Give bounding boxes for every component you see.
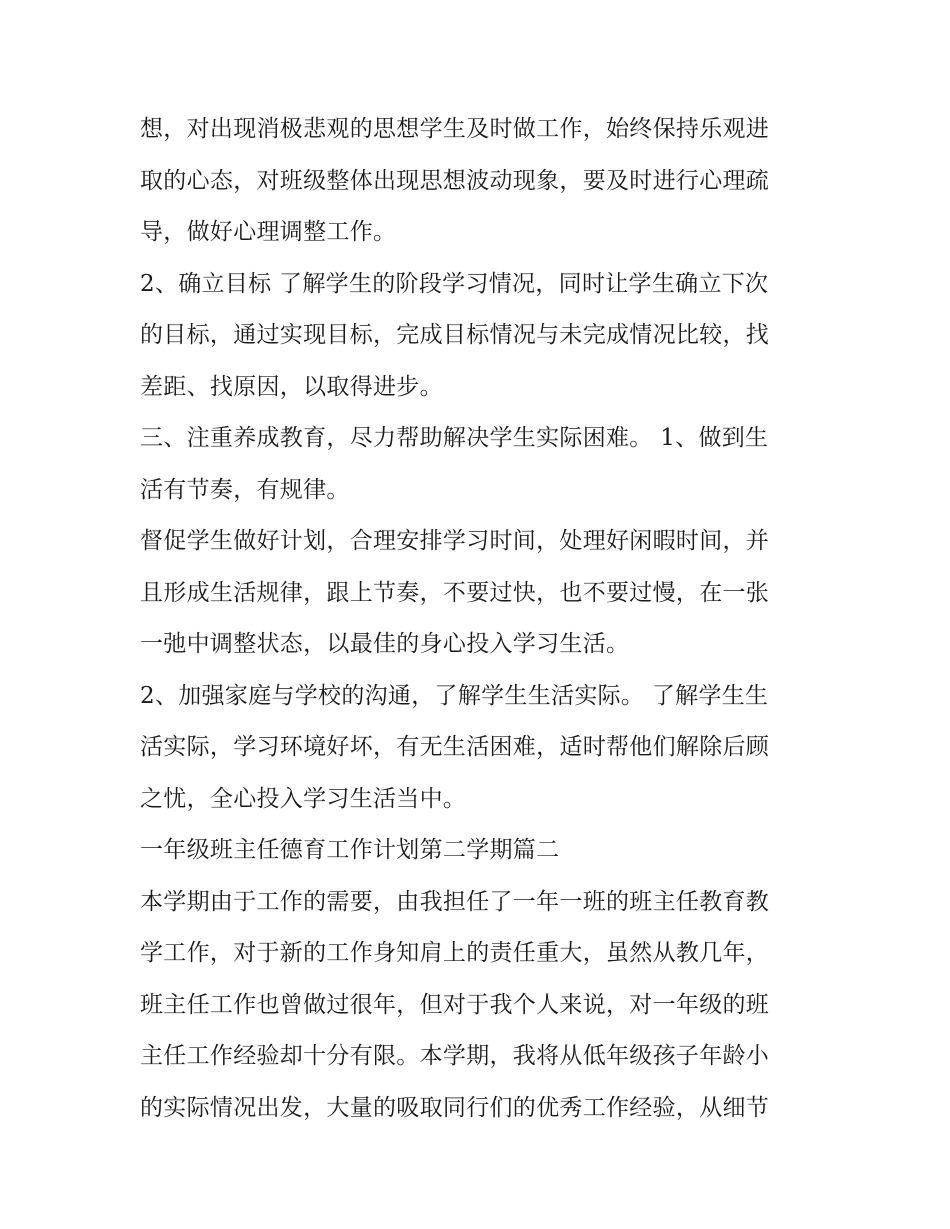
- text-line: 三、注重养成教育，尽力帮助解决学生实际困难。 1、做到生: [140, 425, 769, 451]
- text-line: 活实际，学习环境好坏，有无生活困难，适时帮他们解除后顾: [140, 734, 770, 760]
- text-line: 的实际情况出发，大量的吸取同行们的优秀工作经验，从细节: [140, 1094, 770, 1121]
- text-line: 导，做好心理调整工作。: [140, 219, 397, 245]
- text-line: 取的心态，对班级整体出现思想波动现象，要及时进行心理疏: [140, 167, 770, 194]
- text-line: 本学期由于工作的需要，由我担任了一年一班的班主任教育教: [140, 888, 770, 915]
- text-line: 学工作，对于新的工作身知肩上的责任重大，虽然从教几年，: [140, 940, 770, 966]
- document-body: [140, 104, 820, 1134]
- text-line: 想，对出现消极悲观的思想学生及时做工作，始终保持乐观进: [140, 116, 770, 142]
- text-line: 活有节奏，有规律。: [140, 476, 350, 503]
- text-line: 之忧，全心投入学习生活当中。: [140, 785, 467, 812]
- section-heading: 一年级班主任德育工作计划第二学期篇二: [140, 837, 560, 863]
- text-line: 差距、找原因，以取得进步。: [140, 373, 443, 400]
- text-line: 一弛中调整状态，以最佳的身心投入学习生活。: [140, 631, 630, 657]
- text-line: 的目标，通过实现目标，完成目标情况与未完成情况比较，找: [140, 322, 770, 348]
- text-line: 班主任工作也曾做过很年，但对于我个人来说，对一年级的班: [140, 991, 770, 1018]
- text-line: 督促学生做好计划，合理安排学习时间，处理好闲暇时间，并: [140, 528, 770, 554]
- text-line: 且形成生活规律，跟上节奏，不要过快，也不要过慢，在一张: [140, 579, 770, 606]
- text-line: 2、确立目标 了解学生的阶段学习情况，同时让学生确立下次: [140, 270, 769, 297]
- text-line: 主任工作经验却十分有限。本学期，我将从低年级孩子年龄小: [140, 1043, 770, 1069]
- text-line: 2、加强家庭与学校的沟通，了解学生生活实际。 了解学生生: [140, 682, 769, 709]
